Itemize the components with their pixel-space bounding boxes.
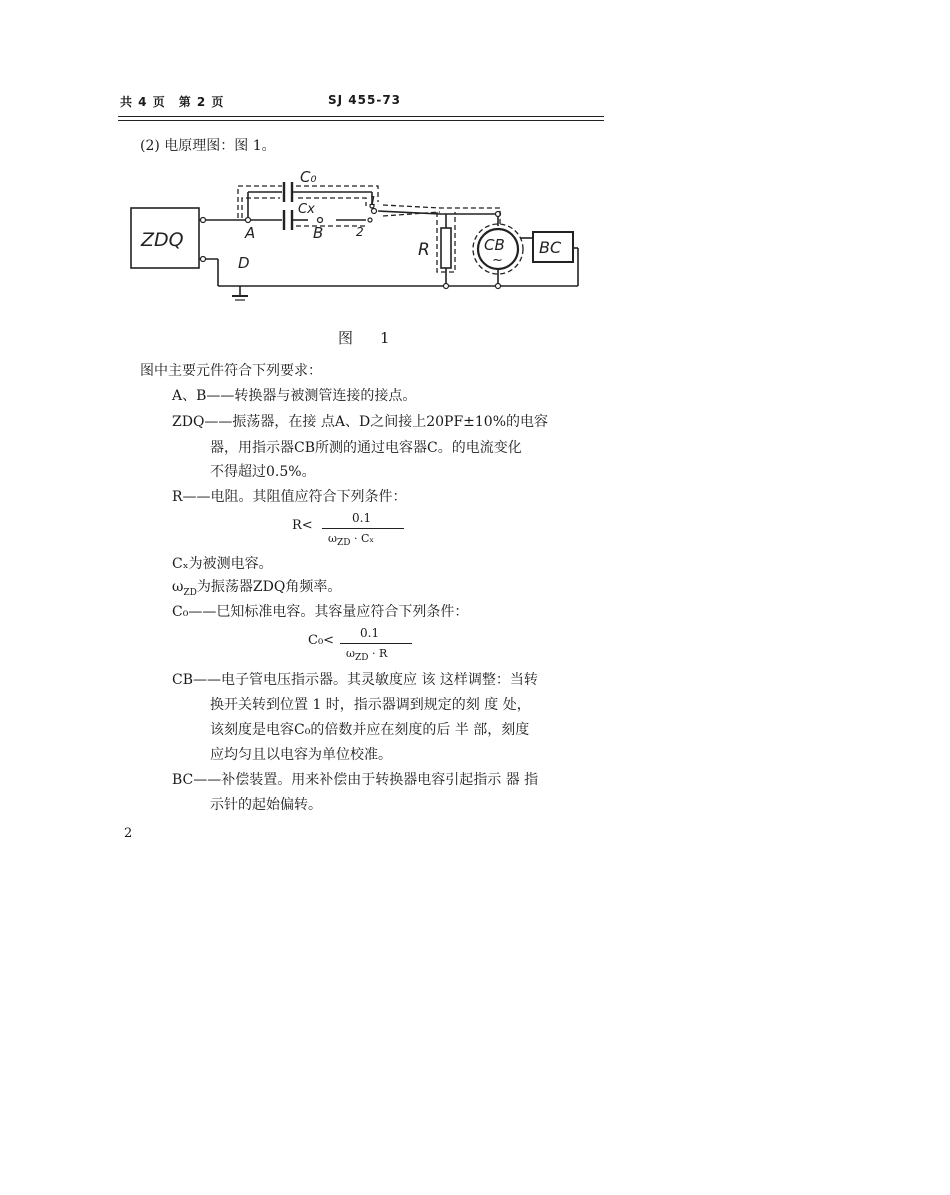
shield-dashed bbox=[238, 186, 523, 274]
def-cx: Cₓ为被测电容。 bbox=[172, 556, 273, 572]
figure-caption: 图 1 bbox=[338, 329, 396, 347]
terminal-a bbox=[246, 218, 251, 223]
page-number: 2 bbox=[124, 826, 133, 841]
d-label: D bbox=[238, 254, 250, 272]
def-r: R——电阻。其阻值应符合下列条件： bbox=[172, 489, 407, 505]
def-zdq-line1: ZDQ——振荡器，在接 点A、D之间接上20PF±10%的电容 bbox=[172, 414, 549, 430]
def-bc-line1: BC——补偿装置。用来补偿由于转换器电容引起指示 器 指 bbox=[172, 772, 539, 788]
section-title: (2) 电原理图：图 1。 bbox=[140, 138, 276, 154]
formula-c0-lhs: C₀< bbox=[308, 633, 335, 648]
circuit-diagram bbox=[0, 0, 950, 320]
terminal-zdq-d bbox=[201, 257, 206, 262]
intro-text: 图中主要元件符合下列要求： bbox=[140, 363, 322, 379]
a-label: A bbox=[245, 224, 256, 242]
c0-label: C₀ bbox=[300, 168, 317, 186]
formula-c0-denominator: $\omega_{ZD} \cdot R$ bbox=[346, 647, 388, 664]
def-ab: A、B——转换器与被测管连接的接点。 bbox=[172, 388, 417, 404]
def-cb-line3: 该刻度是电容C₀的倍数并应在刻度的后 半 部，刻度 bbox=[210, 722, 530, 738]
def-zdq-line2: 器，用指示器CB所测的通过电容器C。的电流变化 bbox=[210, 440, 522, 456]
pos1-label: 1 bbox=[369, 194, 377, 208]
formula-r-bar bbox=[322, 528, 404, 529]
zdq-label: ZDQ bbox=[141, 229, 184, 251]
terminal-b bbox=[318, 218, 323, 223]
pos2-label: 2 bbox=[356, 225, 364, 239]
formula-r-lhs: R< bbox=[292, 518, 313, 533]
switch-pivot bbox=[372, 209, 377, 214]
formula-c0-bar bbox=[340, 643, 412, 644]
b-label: B bbox=[313, 224, 324, 242]
r-label: R bbox=[418, 240, 430, 260]
header-page-info: 共 4 页 第 2 页 bbox=[120, 95, 225, 109]
switch-pos-2 bbox=[368, 218, 372, 222]
def-bc-line2: 示针的起始偏转。 bbox=[210, 797, 322, 813]
cb-label: CB bbox=[484, 236, 505, 254]
cb-tilde: ~ bbox=[492, 253, 503, 268]
formula-r-numerator: 0.1 bbox=[352, 511, 372, 525]
def-cb-line1: CB——电子管电压指示器。其灵敏度应 该 这样调整：当转 bbox=[172, 672, 538, 688]
resistor-r bbox=[441, 228, 451, 268]
bc-label: BC bbox=[539, 238, 562, 257]
def-zdq-line3: 不得超过0.5%。 bbox=[210, 464, 316, 480]
terminal-zdq-a bbox=[201, 218, 206, 223]
header-standard-code: SJ 455-73 bbox=[328, 93, 402, 107]
def-cb-line2: 换开关转到位置 1 时，指示器调到规定的刻 度 处， bbox=[210, 697, 531, 713]
def-c0: C₀——巳知标准电容。其容量应符合下列条件： bbox=[172, 604, 469, 620]
formula-c0-numerator: 0.1 bbox=[360, 626, 380, 640]
cx-label: Cx bbox=[298, 202, 315, 217]
formula-r-denominator: $\omega_{ZD} \cdot C_x$ bbox=[328, 532, 375, 549]
def-omega: $\omega_{ZD}$为振荡器ZDQ角频率。 bbox=[172, 579, 342, 598]
def-cb-line4: 应均匀且以电容为单位校准。 bbox=[210, 747, 392, 763]
